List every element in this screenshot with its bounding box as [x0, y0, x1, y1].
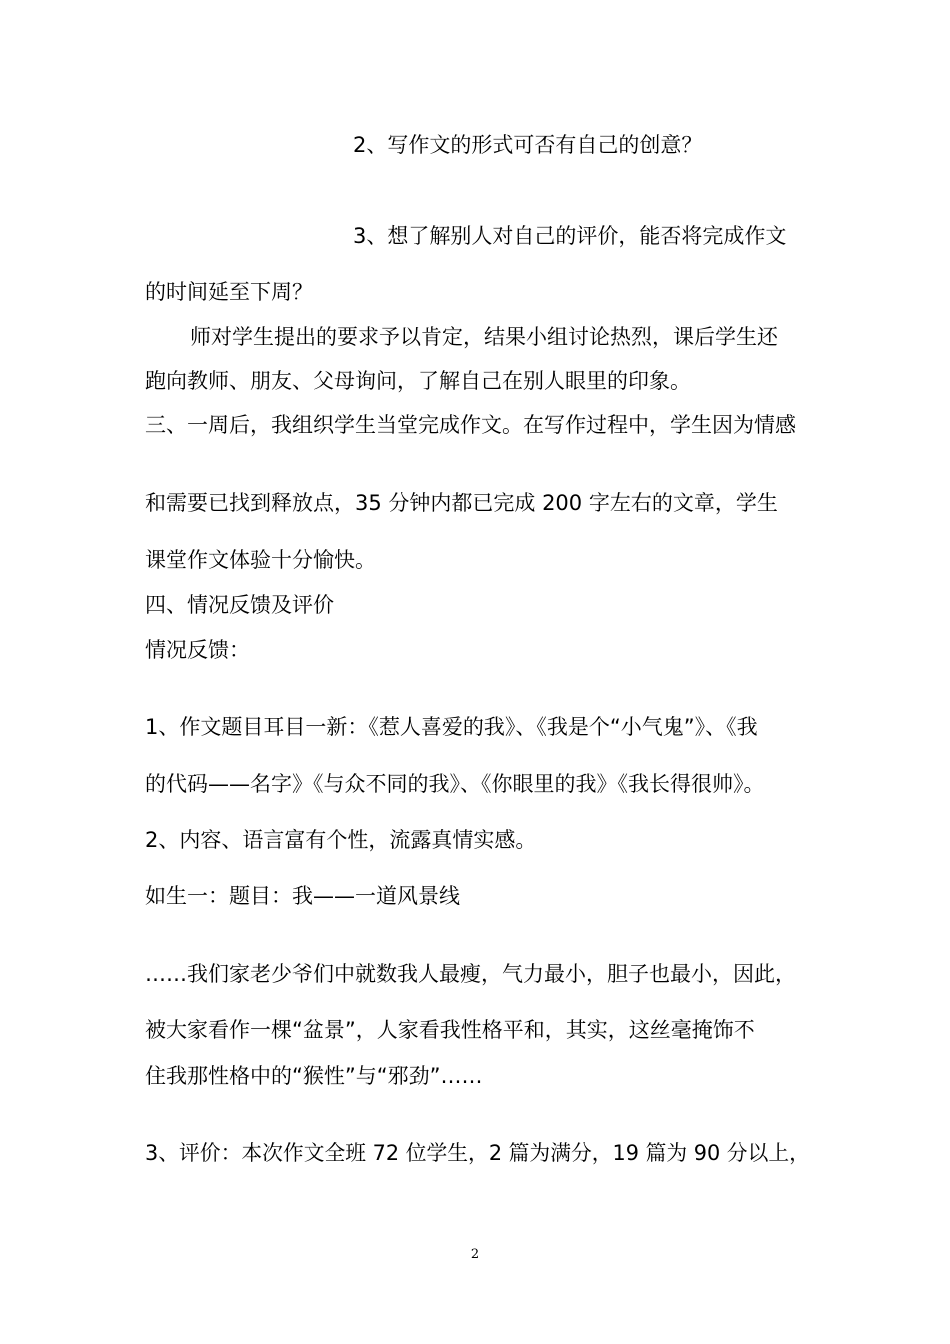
teacher-response-line-1: 师对学生提出的要求予以肯定，结果小组讨论热烈，课后学生还 — [190, 325, 778, 349]
feedback-item-2: 2、内容、语言富有个性，流露真情实感。 — [145, 828, 537, 852]
teacher-response-line-2: 跑向教师、朋友、父母询问，了解自己在别人眼里的印象。 — [145, 369, 691, 393]
page-number: 2 — [470, 1247, 480, 1262]
feedback-item-1-line-1: 1、作文题目耳目一新：《惹人喜爱的我》、《我是个“小气鬼”》、《我 — [145, 715, 758, 739]
evaluation-line: 3、评价：本次作文全班 72 位学生，2 篇为满分，19 篇为 90 分以上， — [145, 1141, 810, 1165]
example-excerpt-line-2: 被大家看作一棵“盆景”，人家看我性格平和，其实，这丝毫掩饰不 — [145, 1018, 755, 1042]
feedback-item-1-line-2: 的代码——名字》《与众不同的我》、《你眼里的我》《我长得很帅》。 — [145, 772, 765, 796]
question-3-line: 3、想了解别人对自己的评价，能否将完成作文 — [353, 224, 787, 248]
example-title: 如生一：题目：我——一道风景线 — [145, 884, 460, 908]
example-excerpt-line-1: ……我们家老少爷们中就数我人最瘦，气力最小，胆子也最小，因此， — [145, 962, 796, 986]
feedback-label: 情况反馈： — [145, 638, 250, 662]
section-3-line-2: 和需要已找到释放点，35 分钟内都已完成 200 字左右的文章，学生 — [145, 491, 778, 515]
question-3-continuation: 的时间延至下周？ — [145, 280, 313, 304]
question-2-line: 2、写作文的形式可否有自己的创意？ — [353, 133, 703, 157]
section-3-line-3: 课堂作文体验十分愉快。 — [145, 548, 376, 572]
section-3-line-1: 三、一周后，我组织学生当堂完成作文。在写作过程中，学生因为情感 — [145, 413, 796, 437]
section-4-heading: 四、情况反馈及评价 — [145, 593, 334, 617]
example-excerpt-line-3: 住我那性格中的“猴性”与“邪劲”…… — [145, 1064, 483, 1088]
